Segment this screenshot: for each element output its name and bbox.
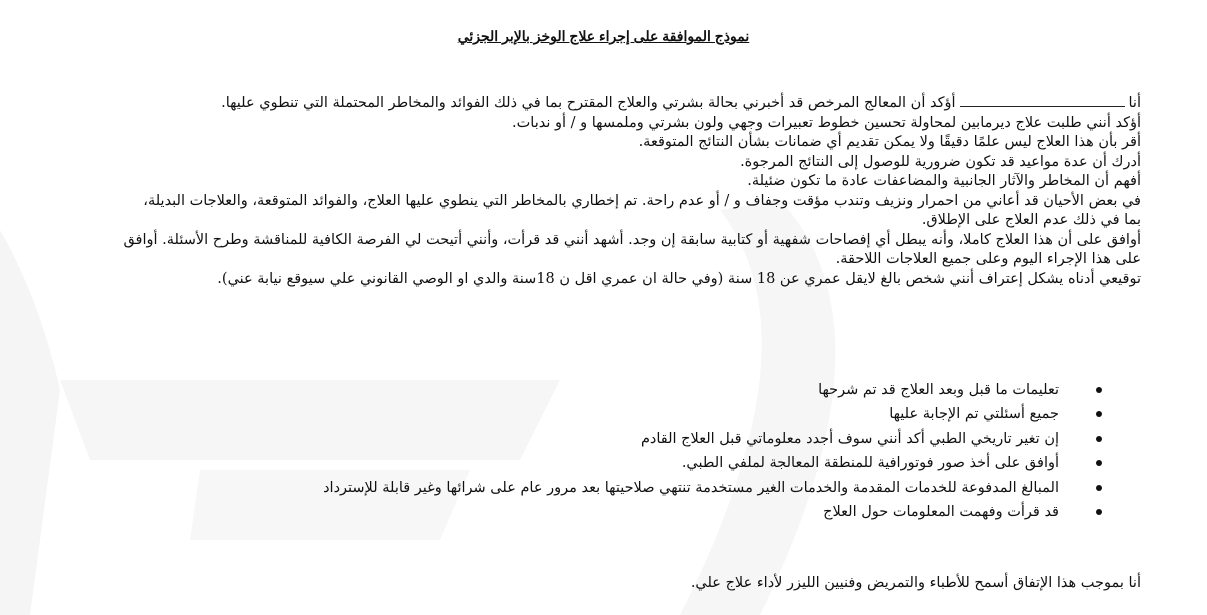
list-item: [202, 451, 1102, 475]
bullet-icon: [1096, 387, 1102, 393]
name-blank-field[interactable]: [960, 94, 1125, 107]
list-item-text: تعليمات ما قبل وبعد العلاج قد تم شرحها: [818, 382, 1059, 398]
bullet-icon: [1096, 460, 1102, 466]
list-item: [202, 427, 1102, 451]
closing-statement: أنا بموجب هذا الإتفاق أسمح للأطباء والتمريض وفنيين الليزر لأداء علاج علي.: [690, 575, 1141, 591]
intro-start: أنا: [1128, 95, 1141, 111]
list-item-text: قد قرأت وفهمت المعلومات حول العلاج: [823, 504, 1059, 521]
consent-statements: [61, 94, 1141, 289]
list-item-text: جميع أسئلتي تم الإجابة عليها: [889, 406, 1059, 423]
list-item-text: إن تغير تاريخي الطبي أكد أنني سوف أجدد معلوماتي قبل العلاج القادم: [640, 430, 1059, 447]
list-item-text: المبالغ المدفوعة للخدمات المقدمة والخدمات الغير مستخدمة تنتهي صلاحيتها بعد مرور عام على شرائها وغير قابلة للإسترداد: [323, 479, 1059, 496]
statement-line: أدرك أن عدة مواعيد قد تكون ضرورية للوصول إلى النتائج المرجوة.: [740, 153, 1141, 170]
statement-line: توقيعي أدناه يشكل إعتراف أنني شخص بالغ لايقل عمري عن 18 سنة (وفي حالة ان عمري اقل ن 18سنة والدي او الوصي القانوني علي سيوقع نيابة عني).: [217, 270, 1141, 287]
acknowledgement-list: [202, 378, 1102, 524]
list-item: [202, 500, 1102, 524]
bullet-icon: [1096, 436, 1102, 442]
statement-line: أقر بأن هذا العلاج ليس علمًا دقيقًا ولا يمكن تقديم أي ضمانات بشأن النتائج المتوقعة.: [638, 134, 1141, 150]
statement-line: على هذا الإجراء اليوم وعلى جميع العلاجات اللاحقة.: [835, 251, 1141, 267]
list-item: [202, 378, 1102, 402]
form-title: نموذج الموافقة على إجراء علاج الوخز بالإبر الجزئي: [457, 28, 750, 44]
intro-line: [61, 94, 1141, 114]
bullet-icon: [1096, 485, 1102, 491]
statement-line: بما في ذلك عدم العلاج على الإطلاق.: [921, 212, 1141, 228]
statement-line: أؤكد أنني طلبت علاج ديرمابين لمحاولة تحسين خطوط تعبيرات وجهي ولون بشرتي وملمسها و / أو ندبات.: [512, 114, 1141, 131]
bullet-icon: [1096, 509, 1102, 515]
list-item-text: أوافق على أخذ صور فوتورافية للمنطقة المعالجة لملفي الطبي.: [681, 455, 1059, 472]
list-item: [202, 402, 1102, 426]
statement-line: أفهم أن المخاطر والآثار الجانبية والمضاعفات عادة ما تكون ضئيلة.: [747, 173, 1141, 189]
statement-line: أوافق على أن هذا العلاج كاملا، وأنه يبطل أي إفصاحات شفهية أو كتابية سابقة إن وجد. أشهد أنني قد قرأت، وأنني أتيحت لي الفرصة الكافية للمناقشة وطرح الأسئلة. أوافق: [123, 231, 1141, 248]
intro-rest: أؤكد أن المعالج المرخص قد أخبرني بحالة بشرتي والعلاج المقترح بما في ذلك الفوائد والمخاطر المحتملة التي تنطوي عليها.: [221, 95, 956, 111]
statement-line: في بعض الأحيان قد أعاني من احمرار ونزيف وتندب مؤقت وجفاف و / أو عدم راحة. تم إخطاري بالمخاطر التي ينطوي عليها العلاج، والفوائد المتوقعة، والعلاجات البديلة،: [143, 192, 1141, 209]
bullet-icon: [1096, 411, 1102, 417]
list-item: [202, 476, 1102, 500]
